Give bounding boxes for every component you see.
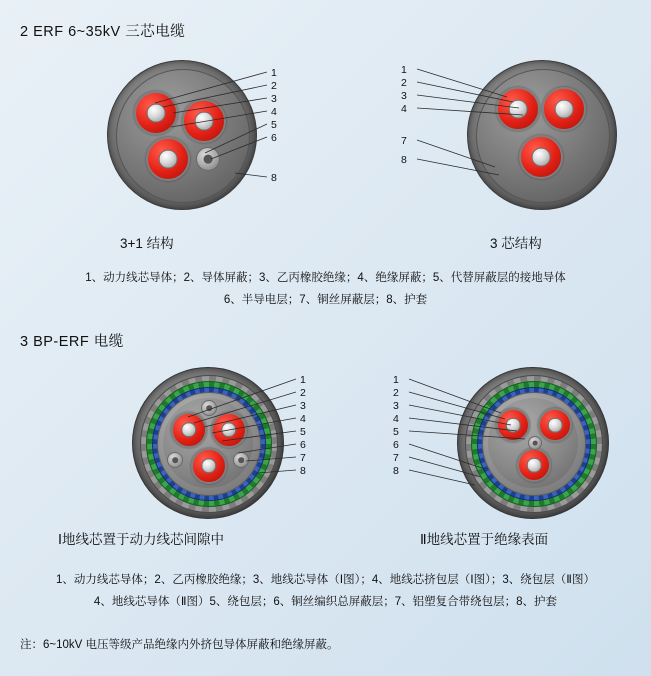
figure-caption-3core: 3 芯结构 [490, 236, 542, 251]
section-title-bperf: 3 BP-ERF 电缆 [20, 334, 124, 350]
leader-lines-bperf-1 [70, 365, 330, 520]
figure-caption-3plus1: 3+1 结构 [120, 236, 174, 251]
section-title-erf: 2 ERF 6~35kV 三芯电缆 [20, 24, 186, 40]
footnote: 注：6~10kV 电压等级产品绝缘内外挤包导体屏蔽和绝缘屏蔽。 [20, 639, 339, 651]
legend-bperf [0, 570, 651, 614]
figure-caption-bperf-1: Ⅰ地线芯置于动力线芯间隙中 [58, 532, 224, 547]
figure-bperf-type1: 1 2 3 4 5 6 7 8 [70, 365, 330, 520]
figure-bperf-type2: 1 2 3 4 5 6 7 8 [385, 365, 635, 520]
legend-line: 1、动力线芯导体；2、乙丙橡胶绝缘；3、地线芯导体（Ⅰ图）；4、地线芯挤包层（Ⅰ图）；3、绕包层（Ⅱ图） [56, 574, 595, 586]
figure-caption-bperf-2: Ⅱ地线芯置于绝缘表面 [420, 532, 549, 547]
legend-erf [0, 268, 651, 312]
figure-erf-3core: 1 2 3 4 7 8 [395, 55, 635, 215]
leader-lines-3core [395, 55, 635, 215]
legend-line: 6、半导电层；7、铜丝屏蔽层；8、护套 [223, 293, 428, 306]
leader-lines-bperf-2 [385, 365, 635, 520]
legend-line: 1、动力线芯导体；2、导体屏蔽；3、乙丙橡胶绝缘；4、绝缘屏蔽；5、代替屏蔽层的接地导体 [85, 272, 566, 284]
legend-line: 4、地线芯导体（Ⅱ图）5、绕包层；6、铜丝编织总屏蔽层；7、铝塑复合带绕包层；8、护套 [93, 595, 558, 608]
figure-erf-3plus1: 1 2 3 4 5 6 8 [85, 55, 335, 215]
leader-lines-3plus1 [85, 55, 335, 215]
